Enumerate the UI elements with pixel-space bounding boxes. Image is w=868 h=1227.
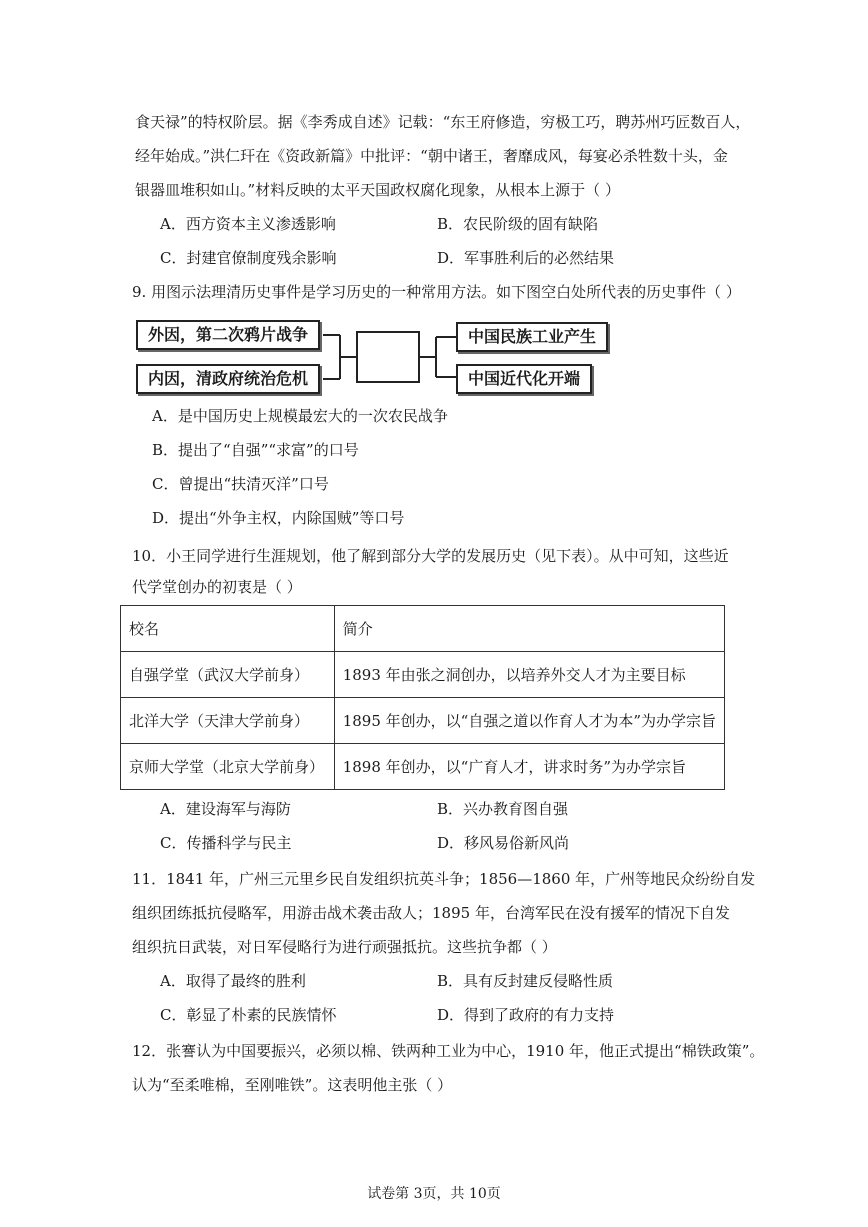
table-cell-name: 北洋大学（天津大学前身）	[121, 698, 335, 744]
q8-option-b[interactable]: B．农民阶级的固有缺陷	[437, 215, 599, 233]
q9-option-c[interactable]: C．曾提出“扶清灭洋”口号	[152, 475, 329, 493]
q10-line-2: 代学堂创办的初衷是（ ）	[132, 578, 302, 596]
diagram-internal-cause: 内因，清政府统治危机	[136, 364, 320, 394]
q11-option-a[interactable]: A．取得了最终的胜利	[160, 972, 306, 990]
q9-option-d[interactable]: D．提出“外争主权，内除国贼”等口号	[152, 509, 405, 527]
diagram-blank-event[interactable]	[356, 331, 420, 383]
q10-option-a[interactable]: A．建设海军与海防	[160, 800, 291, 818]
page-footer: 试卷第 3页，共 10页	[367, 1186, 501, 1202]
table-header-row	[121, 606, 725, 652]
q8-option-c[interactable]: C．封建官僚制度残余影响	[160, 249, 337, 267]
q12-line-1: 12．张謇认为中国要振兴，必须以棉、铁两种工业为中心，1910 年，他正式提出“棉铁政策”。	[132, 1042, 765, 1060]
q10-option-d[interactable]: D．移风易俗新风尚	[437, 834, 570, 852]
diagram-national-industry: 中国民族工业产生	[456, 322, 608, 352]
table-row	[121, 652, 725, 698]
diagram-connectors	[0, 314, 868, 394]
q8-option-d[interactable]: D．军事胜利后的必然结果	[437, 249, 615, 267]
q8-option-a[interactable]: A．西方资本主义渗透影响	[160, 215, 336, 233]
q11-line-3: 组织抗日武装，对日军侵略行为进行顽强抵抗。这些抗争都（ ）	[132, 938, 557, 956]
q9-stem: 9. 用图示法理清历史事件是学习历史的一种常用方法。如下图空白处所代表的历史事件（ ）	[132, 283, 741, 301]
diagram-external-cause: 外因，第二次鸦片战争	[136, 320, 320, 350]
q10-option-b[interactable]: B．兴办教育图自强	[437, 800, 569, 818]
diagram-modernization-start: 中国近代化开端	[456, 364, 592, 394]
table-cell-intro: 1895 年创办，以“自强之道以作育人才为本”为办学宗旨	[334, 698, 724, 744]
q11-option-c[interactable]: C．彰显了朴素的民族情怀	[160, 1006, 337, 1024]
q10-line-1: 10．小王同学进行生涯规划，他了解到部分大学的发展历史（见下表）。从中可知，这些近	[132, 547, 729, 565]
q11-line-2: 组织团练抵抗侵略军，用游击战术袭击敌人；1895 年，台湾军民在没有援军的情况下自发	[132, 904, 730, 922]
table-cell-intro: 1898 年创办，以“广育人才，讲求时务”为办学宗旨	[334, 744, 724, 790]
table-row	[121, 698, 725, 744]
q10-option-c[interactable]: C．传播科学与民主	[160, 834, 292, 852]
q8-line-1: 食天禄”的特权阶层。据《李秀成自述》记载：“东王府修造，穷极工巧，聘苏州巧匠数百人，	[135, 113, 751, 131]
q11-line-1: 11．1841 年，广州三元里乡民自发组织抗英斗争；1856—1860 年，广州等地民众纷纷自发	[132, 870, 756, 888]
q12-line-2: 认为“至柔唯棉，至刚唯铁”。这表明他主张（ ）	[132, 1076, 453, 1094]
q11-option-b[interactable]: B．具有反封建反侵略性质	[437, 972, 614, 990]
table-cell-name: 京师大学堂（北京大学前身）	[121, 744, 335, 790]
q9-option-a[interactable]: A．是中国历史上规模最宏大的一次农民战争	[152, 407, 448, 425]
table-cell-name: 自强学堂（武汉大学前身）	[121, 652, 335, 698]
q11-option-d[interactable]: D．得到了政府的有力支持	[437, 1006, 615, 1024]
table-cell-intro: 1893 年由张之洞创办，以培养外交人才为主要目标	[334, 652, 724, 698]
table-row	[121, 744, 725, 790]
table-header-name: 校名	[121, 606, 335, 652]
q8-line-3: 银器皿堆积如山。”材料反映的太平天国政权腐化现象，从根本上源于（ ）	[135, 181, 620, 199]
q9-option-b[interactable]: B．提出了“自强”“求富”的口号	[152, 441, 359, 459]
table-header-intro: 简介	[334, 606, 724, 652]
university-history-table	[120, 605, 725, 790]
q8-line-2: 经年始成。”洪仁玕在《资政新篇》中批评：“朝中诸王，奢靡成风，每宴必杀牲数十头，金	[135, 147, 728, 165]
